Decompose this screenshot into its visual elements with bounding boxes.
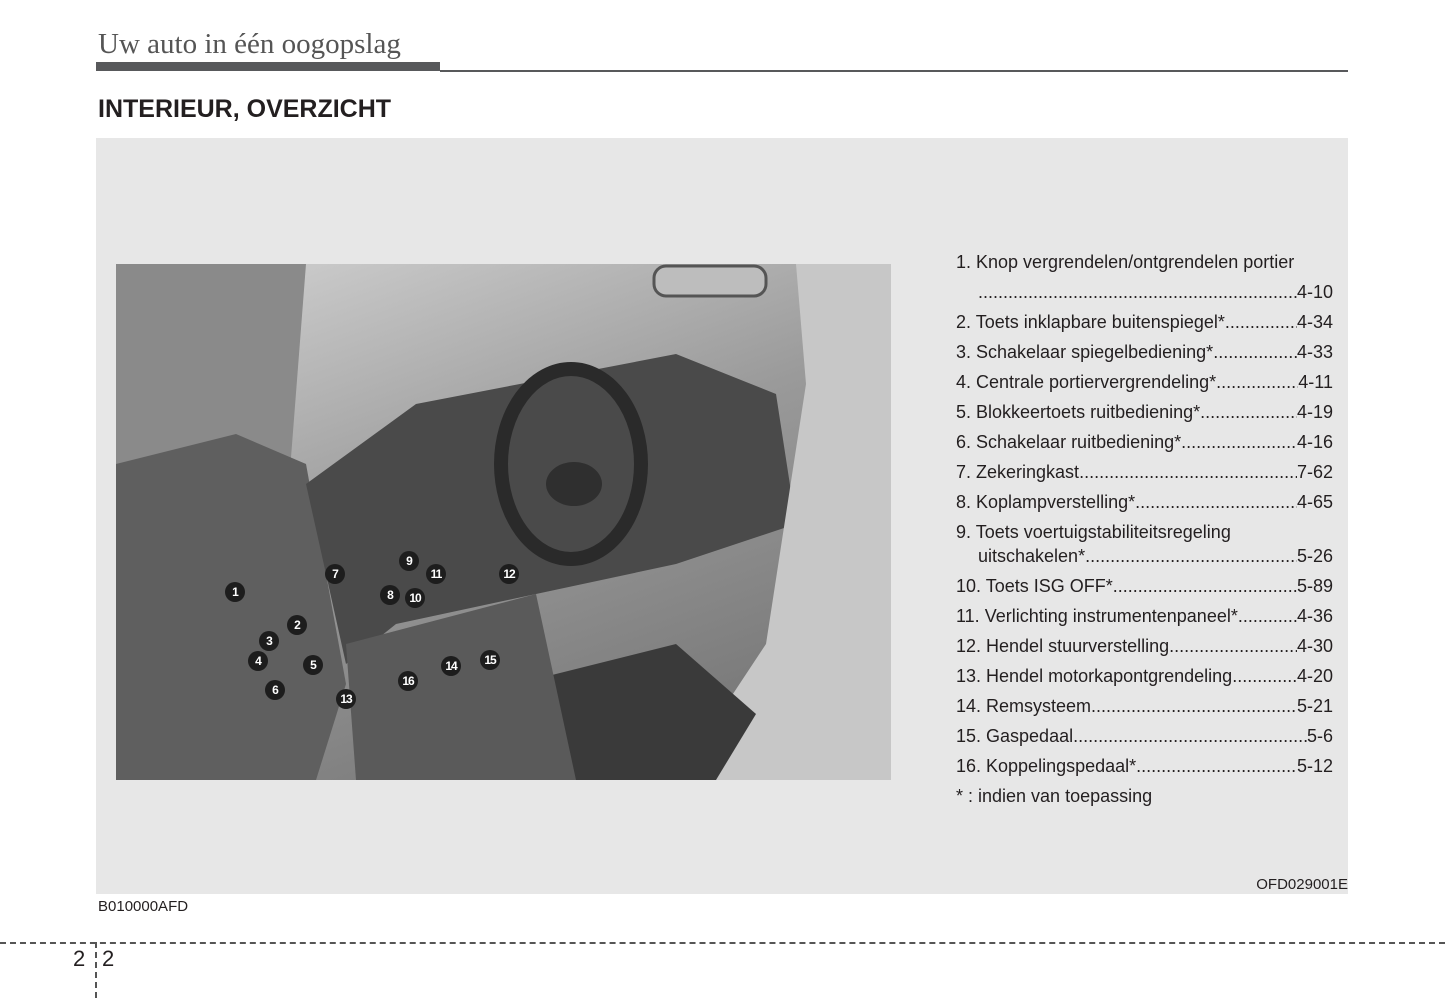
callout-4: 4: [248, 651, 268, 671]
header-bar: [96, 62, 440, 71]
callout-6: 6: [265, 680, 285, 700]
page-title: INTERIEUR, OVERZICHT: [98, 95, 392, 123]
callout-2: 2: [287, 615, 307, 635]
footnote: * : indien van toepassing: [956, 786, 1153, 806]
callout-5: 5: [303, 655, 323, 675]
legend-item-15: 15. Gaspedaal ..... 5-6: [956, 724, 1333, 754]
chapter-number: 2: [73, 946, 86, 971]
legend-item-9: 9. Toets voertuigstabiliteitsregeling: [956, 522, 1231, 542]
section-code: B010000AFD: [98, 898, 189, 915]
callout-11: 11: [426, 564, 446, 584]
legend-item-10: 10. Toets ISG OFF* ..... 5-89: [956, 574, 1333, 604]
figure-code: OFD029001E: [1256, 876, 1348, 893]
callout-8: 8: [380, 585, 400, 605]
legend-item-6: 6. Schakelaar ruitbediening* ..... 4-16: [956, 430, 1333, 460]
legend-item-8: 8. Koplampverstelling* ..... 4-65: [956, 490, 1333, 520]
legend-item-1: 1. Knop vergrendelen/ontgrendelen portier: [956, 252, 1295, 272]
legend-item-7: 7. Zekeringkast ..... 7-62: [956, 460, 1333, 490]
callout-14: 14: [441, 656, 461, 676]
legend-item-4: 4. Centrale portiervergrendeling* ..... 4-11: [956, 370, 1333, 400]
legend-item-5: 5. Blokkeertoets ruitbediening* ..... 4-19: [956, 400, 1333, 430]
car-interior-illustration: [116, 264, 891, 780]
page-number: 2: [102, 946, 115, 971]
page-number-divider: [95, 942, 97, 998]
car-interior-photo: [116, 264, 891, 780]
legend-item-14: 14. Remsysteem ..... 5-21: [956, 694, 1333, 724]
callout-15: 15: [480, 650, 500, 670]
legend-item-13: 13. Hendel motorkapontgrendeling ..... 4-20: [956, 664, 1333, 694]
legend-item-16: 16. Koppelingspedaal* ..... 5-12: [956, 754, 1333, 784]
callout-7: 7: [325, 564, 345, 584]
callout-12: 12: [499, 564, 519, 584]
running-header: Uw auto in één oogopslag: [98, 28, 401, 60]
callout-1: 1: [225, 582, 245, 602]
legend-item-1-page: ..... 4-10: [956, 280, 1333, 310]
legend-item-9-cont: uitschakelen* ..... 5-26: [956, 544, 1333, 574]
legend-item-2: 2. Toets inklapbare buitenspiegel* ..... 4-34: [956, 310, 1333, 340]
header-rule: [440, 70, 1348, 72]
callout-3: 3: [259, 631, 279, 651]
legend-item-11: 11. Verlichting instrumentenpaneel* ..... 4-36: [956, 604, 1333, 634]
legend-item-3: 3. Schakelaar spiegelbediening* ..... 4-33: [956, 340, 1333, 370]
callout-13: 13: [336, 689, 356, 709]
callout-10: 10: [405, 588, 425, 608]
legend-list: [956, 250, 1333, 814]
legend-item-12: 12. Hendel stuurverstelling ..... 4-30: [956, 634, 1333, 664]
callout-9: 9: [399, 551, 419, 571]
page-divider: [0, 942, 1445, 944]
callout-16: 16: [398, 671, 418, 691]
